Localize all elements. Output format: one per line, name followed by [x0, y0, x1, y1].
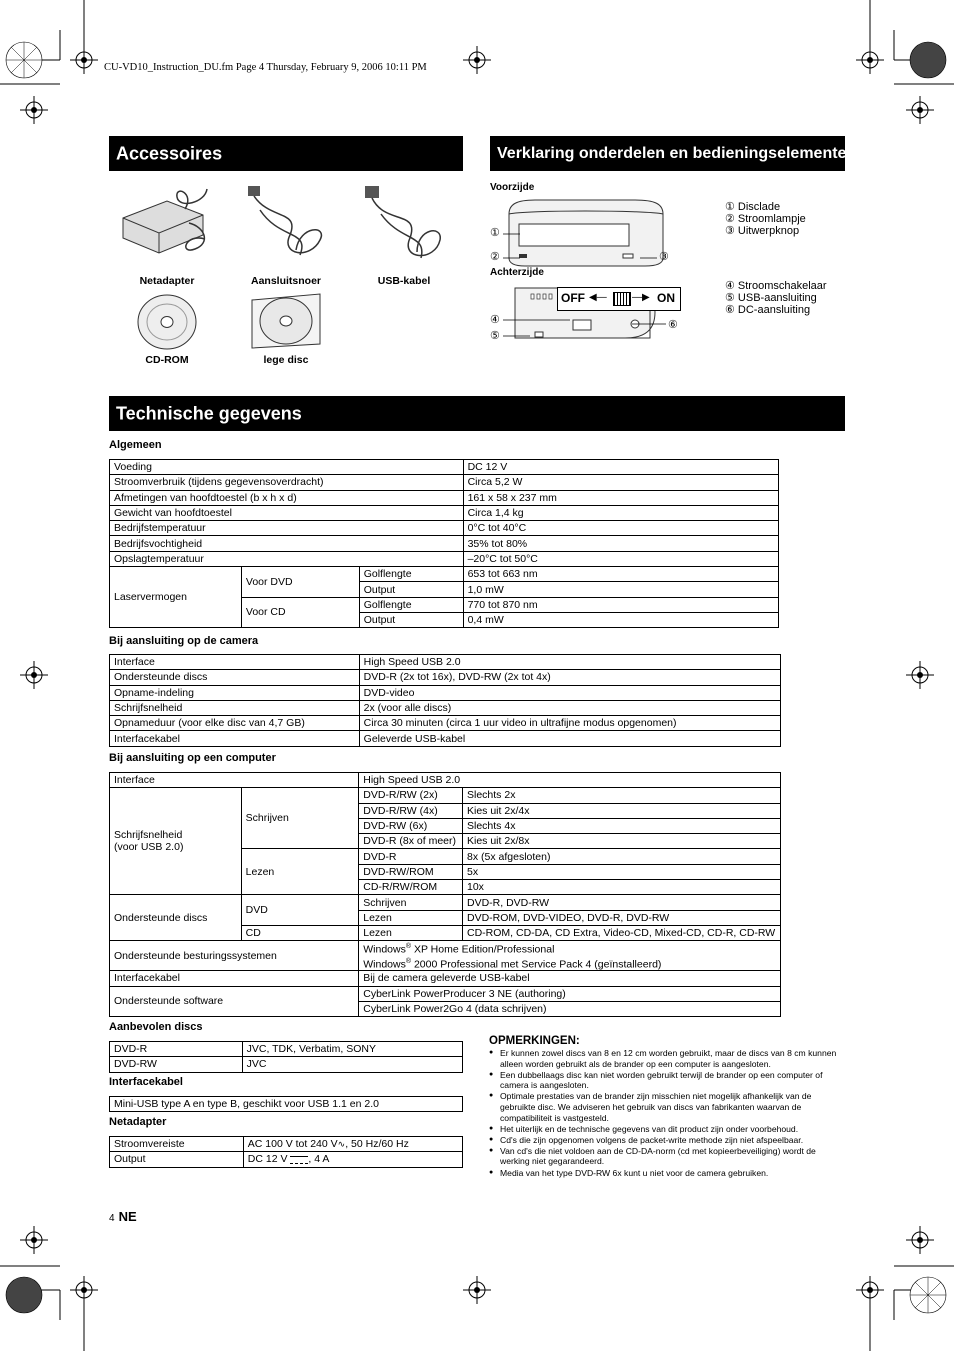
- table-row: DVD-R/RW (4x) Kies uit 2x/4x: [110, 803, 781, 818]
- marker-5: ⑤: [490, 330, 500, 342]
- table-row: Lezen DVD-R 8x (5x afgesloten): [110, 849, 781, 864]
- list-item: ● Een dubbellaags disc kan niet worden gebruikt terwijl de brander op een computer of camera is aangesloten.: [489, 1070, 845, 1091]
- table-row: Schrijfsnelheid (voor USB 2.0) Schrijven DVD-R/RW (2x) Slechts 2x: [110, 788, 781, 803]
- general-table: [109, 459, 779, 628]
- marker-6: ⑥: [668, 319, 678, 331]
- rear-label: Achterzijde: [490, 267, 544, 278]
- table-row: Ondersteunde software CyberLink PowerProducer 3 NE (authoring): [110, 986, 781, 1001]
- ac-adapter-illustration: [115, 183, 215, 268]
- front-item: ③ Uitwerpknop: [725, 225, 800, 237]
- blank-disc-illustration: [246, 290, 326, 352]
- table-row: DVD-RW/ROM 5x: [110, 864, 781, 879]
- table-row: DVD-RW JVC: [110, 1057, 463, 1072]
- usb-cable-illustration: [355, 180, 450, 270]
- interfacecable-title: Interfacekabel: [109, 1076, 183, 1088]
- ac-wave-icon: ∿: [337, 1139, 346, 1150]
- marker-3: ③: [659, 251, 669, 263]
- table-row: Voeding DC 12 V: [110, 460, 779, 475]
- page-footer: [109, 1209, 137, 1224]
- table-row: Opname-indeling DVD-video: [110, 685, 781, 700]
- table-row: Stroomverbruik (tijdens gegevensoverdracht) Circa 5,2 W: [110, 475, 779, 490]
- table-row: Afmetingen van hoofdtoestel (b x h x d) 161 x 58 x 237 mm: [110, 490, 779, 505]
- switch-off-label: OFF: [561, 291, 585, 305]
- table-row: Mini-USB type A en type B, geschikt voor USB 1.1 en 2.0: [110, 1097, 463, 1112]
- table-row: DVD-R JVC, TDK, Verbatim, SONY: [110, 1042, 463, 1057]
- computer-title: Bij aansluiting op een computer: [109, 752, 276, 764]
- rear-item: ④ Stroomschakelaar: [725, 280, 827, 292]
- accessory-label: Aansluitsnoer: [250, 275, 321, 287]
- arrow-right-icon: —▶: [632, 292, 650, 303]
- page-number: 4: [109, 1213, 115, 1224]
- table-row: CD-R/RW/ROM 10x: [110, 880, 781, 895]
- power-cord-illustration: [240, 180, 330, 270]
- front-label: Voorzijde: [490, 182, 535, 193]
- table-row: Opslagtemperatuur –20°C tot 50°C: [110, 551, 779, 566]
- section-parts: Verklaring onderdelen en bedieningselementen: [490, 136, 845, 171]
- section-specs: Technische gegevens: [109, 396, 845, 431]
- language-code: NE: [118, 1209, 137, 1224]
- table-row: Interface High Speed USB 2.0: [110, 655, 781, 670]
- camera-table: [109, 654, 781, 747]
- switch-slider-icon: [613, 292, 631, 306]
- arrow-left-icon: ◀—: [589, 292, 607, 303]
- table-row: Voor CD Golflengte 770 tot 870 nm: [110, 597, 779, 612]
- computer-table: [109, 772, 781, 1017]
- dc-symbol-icon: [290, 1156, 308, 1164]
- file-header: CU-VD10_Instruction_DU.fm Page 4 Thursday, February 9, 2006 10:11 PM: [104, 62, 427, 73]
- recommended-table: [109, 1041, 463, 1073]
- front-item: ② Stroomlampje: [725, 213, 806, 225]
- table-row: Laservermogen Voor DVD Golflengte 653 tot 663 nm: [110, 567, 779, 582]
- table-row: Gewicht van hoofdtoestel Circa 1,4 kg: [110, 505, 779, 520]
- list-item: ● Er kunnen zowel discs van 8 en 12 cm worden gebruikt, maar de discs van 8 cm kunnen alleen worden gebruikt als de brander op een computer is aangesloten.: [489, 1048, 845, 1069]
- table-row: Interfacekabel Geleverde USB-kabel: [110, 731, 781, 746]
- list-item: ● Van cd's die niet voldoen aan de CD-DA-norm (cd met kopieerbeveiliging) wordt de werking niet gegarandeerd.: [489, 1146, 845, 1167]
- leader-lines-front: [490, 229, 660, 259]
- front-item: ① Disclade: [725, 201, 781, 213]
- table-row: Bedrijfstemperatuur 0°C tot 40°C: [110, 521, 779, 536]
- table-row: Interface High Speed USB 2.0: [110, 773, 781, 788]
- notes-title: OPMERKINGEN:: [489, 1035, 580, 1047]
- table-row: CyberLink Power2Go 4 (data schrijven): [110, 1001, 781, 1016]
- list-item: ● Media van het type DVD-RW 6x kunt u niet voor de camera gebruiken.: [489, 1168, 845, 1179]
- table-row: Interfacekabel Bij de camera geleverde USB-kabel: [110, 971, 781, 986]
- table-row: Stroomvereiste AC 100 V tot 240 V∿, 50 Hz/60 Hz: [110, 1137, 463, 1152]
- general-title: Algemeen: [109, 439, 162, 451]
- list-item: ● Cd's die zijn opgenomen volgens de packet-write methode zijn niet afspeelbaar.: [489, 1135, 845, 1146]
- accessory-label: Netadapter: [139, 275, 195, 287]
- table-row: Ondersteunde discs DVD Schrijven DVD-R, DVD-RW: [110, 895, 781, 910]
- list-item: ● Optimale prestaties van de brander zijn misschien niet mogelijk afhankelijk van de gebruikte disc. We adviseren het gebruik van discs van fabrikanten waarvan de compatibiliteit is vastgesteld.: [489, 1091, 845, 1123]
- cd-rom-illustration: [135, 293, 199, 351]
- camera-title: Bij aansluiting op de camera: [109, 635, 259, 647]
- power-switch-callout: [557, 287, 681, 311]
- table-row: DVD-RW (6x) Slechts 4x: [110, 818, 781, 833]
- table-row: Output 1,0 mW: [110, 582, 779, 597]
- notes-list: [489, 1048, 845, 1179]
- rear-item: ⑤ USB-aansluiting: [725, 292, 817, 304]
- marker-2: ②: [490, 251, 500, 263]
- table-row: Schrijfsnelheid 2x (voor alle discs): [110, 700, 781, 715]
- interfacecable-table: [109, 1096, 463, 1112]
- table-row: Ondersteunde discs DVD-R (2x tot 16x), DVD-RW (2x tot 4x): [110, 670, 781, 685]
- rear-item: ⑥ DC-aansluiting: [725, 304, 811, 316]
- recommended-title: Aanbevolen discs: [109, 1021, 203, 1033]
- adapter-table: [109, 1136, 463, 1168]
- table-row: Opnameduur (voor elke disc van 4,7 GB) Circa 30 minuten (circa 1 uur video in ultrafijne modus opgenomen): [110, 716, 781, 731]
- adapter-title: Netadapter: [109, 1116, 167, 1128]
- table-row: Output 0,4 mW: [110, 612, 779, 627]
- accessory-label: USB-kabel: [377, 275, 431, 287]
- list-item: ● Het uiterlijk en de technische gegevens van dit product zijn onder voorbehoud.: [489, 1124, 845, 1135]
- marker-1: ①: [490, 227, 500, 239]
- marker-4: ④: [490, 314, 500, 326]
- table-row: Lezen DVD-ROM, DVD-VIDEO, DVD-R, DVD-RW: [110, 910, 781, 925]
- table-row: DVD-R (8x of meer) Kies uit 2x/8x: [110, 834, 781, 849]
- accessory-label: CD-ROM: [145, 354, 189, 366]
- section-accessories: Accessoires: [109, 136, 463, 171]
- leader-lines-rear: [490, 318, 670, 338]
- switch-on-label: ON: [657, 291, 675, 305]
- table-row: Output DC 12 V , 4 A: [110, 1152, 463, 1167]
- table-row: CD Lezen CD-ROM, CD-DA, CD Extra, Video-CD, Mixed-CD, CD-R, CD-RW: [110, 925, 781, 940]
- table-row: Ondersteunde besturingssystemen Windows® XP Home Edition/Professional Windows® 2000 Professional met Service Pack 4 (geïnstalleerd): [110, 941, 781, 971]
- table-row: Bedrijfsvochtigheid 35% tot 80%: [110, 536, 779, 551]
- accessory-label: lege disc: [263, 354, 309, 366]
